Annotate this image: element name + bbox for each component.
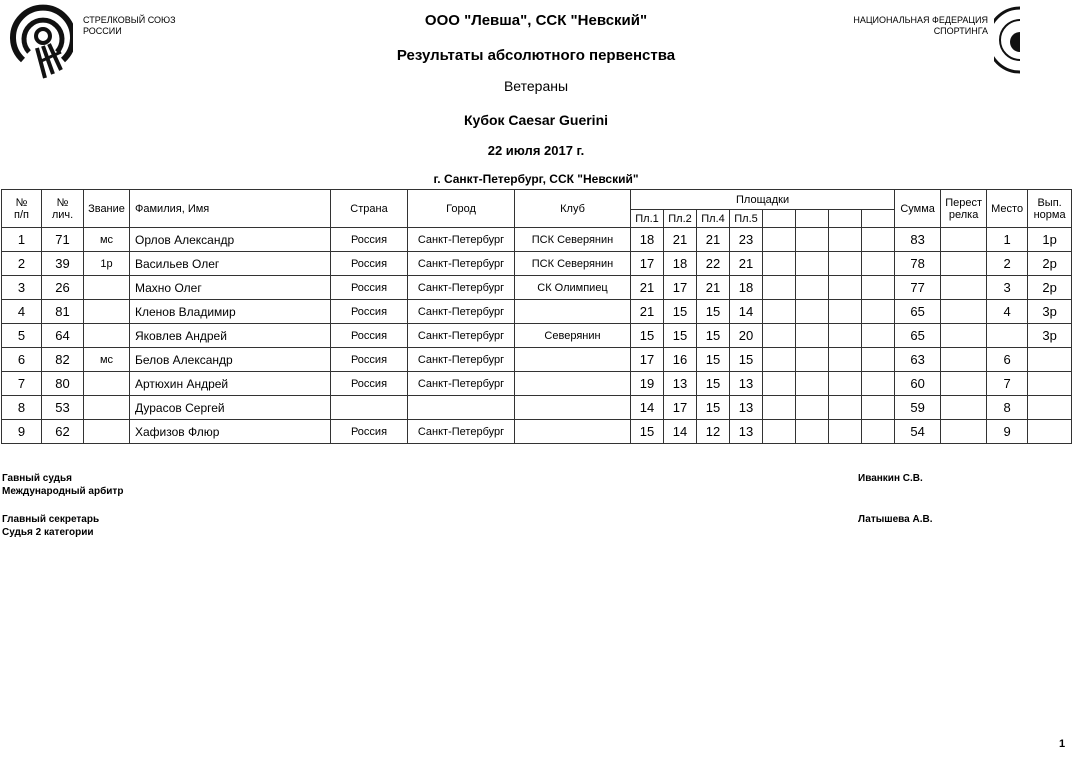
cell-empty [796, 372, 829, 396]
cell-empty [763, 396, 796, 420]
col-header-range-1: Пл.1 [631, 210, 664, 228]
cell-club [515, 300, 631, 324]
table-row [2, 228, 1072, 252]
cell-city: Санкт-Петербург [408, 348, 515, 372]
cell-range-2: 14 [664, 420, 697, 444]
cell-shootoff [941, 420, 987, 444]
cell-norm: 2р [1028, 252, 1072, 276]
cell-range-1: 21 [631, 276, 664, 300]
cell-shootoff [941, 252, 987, 276]
cell-range-2: 13 [664, 372, 697, 396]
cell-country: Россия [331, 420, 408, 444]
col-header-range-4: Пл.4 [697, 210, 730, 228]
cell-num-pp: 3 [2, 276, 42, 300]
table-row [2, 420, 1072, 444]
cell-empty [829, 252, 862, 276]
cell-range-5: 13 [730, 396, 763, 420]
page-title: Результаты абсолютного первенства [396, 47, 676, 64]
cell-range-5: 18 [730, 276, 763, 300]
cell-num-pp: 8 [2, 396, 42, 420]
cell-city [408, 396, 515, 420]
cell-club: СК Олимпиец [515, 276, 631, 300]
cell-num-pp: 4 [2, 300, 42, 324]
cell-range-1: 17 [631, 252, 664, 276]
cell-sum: 83 [895, 228, 941, 252]
cell-rank: мс [84, 228, 130, 252]
cell-shootoff [941, 396, 987, 420]
cell-name: Артюхин Андрей [130, 372, 331, 396]
organizer-title: ООО "Левша", ССК "Невский" [424, 12, 648, 29]
category-label: Ветераны [503, 78, 569, 94]
cell-club [515, 348, 631, 372]
cell-empty [862, 396, 895, 420]
cell-club [515, 396, 631, 420]
cell-range-5: 21 [730, 252, 763, 276]
org-right-line1: НАЦИОНАЛЬНАЯ ФЕДЕРАЦИЯ [853, 15, 988, 25]
cell-range-1: 19 [631, 372, 664, 396]
cell-range-2: 21 [664, 228, 697, 252]
cell-empty [796, 396, 829, 420]
cell-rank: мс [84, 348, 130, 372]
event-date: 22 июля 2017 г. [487, 143, 585, 158]
cell-empty [796, 300, 829, 324]
table-row [2, 324, 1072, 348]
cell-rank [84, 276, 130, 300]
cell-num-lic: 39 [42, 252, 84, 276]
cell-country: Россия [331, 228, 408, 252]
cell-num-pp: 5 [2, 324, 42, 348]
cell-place: 4 [987, 300, 1028, 324]
cell-range-2: 17 [664, 276, 697, 300]
cell-country: Россия [331, 252, 408, 276]
cell-place: 9 [987, 420, 1028, 444]
cell-empty [763, 276, 796, 300]
col-header-rank: Звание [84, 190, 130, 228]
cell-range-4: 15 [697, 348, 730, 372]
cell-name: Дурасов Сергей [130, 396, 331, 420]
cell-rank [84, 300, 130, 324]
cell-range-5: 13 [730, 420, 763, 444]
cell-empty [862, 300, 895, 324]
cell-sum: 65 [895, 324, 941, 348]
cell-empty [862, 252, 895, 276]
signature-block-2 [2, 513, 99, 539]
col-header-empty [862, 210, 895, 228]
cell-num-lic: 80 [42, 372, 84, 396]
cell-range-4: 15 [697, 324, 730, 348]
cell-country: Россия [331, 324, 408, 348]
cell-range-2: 18 [664, 252, 697, 276]
cell-sum: 77 [895, 276, 941, 300]
cell-empty [796, 228, 829, 252]
cell-empty [763, 228, 796, 252]
cell-range-1: 15 [631, 324, 664, 348]
cell-rank: 1р [84, 252, 130, 276]
cell-rank [84, 396, 130, 420]
col-header-place: Место [987, 190, 1028, 228]
col-header-sum: Сумма [895, 190, 941, 228]
cell-empty [862, 228, 895, 252]
table-row [2, 372, 1072, 396]
cell-country: Россия [331, 372, 408, 396]
cell-range-5: 14 [730, 300, 763, 324]
cell-range-2: 17 [664, 396, 697, 420]
cell-city: Санкт-Петербург [408, 276, 515, 300]
col-header-norm: Вып. норма [1028, 190, 1072, 228]
cell-name: Васильев Олег [130, 252, 331, 276]
cell-city: Санкт-Петербург [408, 228, 515, 252]
cell-shootoff [941, 324, 987, 348]
cell-range-5: 13 [730, 372, 763, 396]
cell-country: Россия [331, 300, 408, 324]
cell-country: Россия [331, 348, 408, 372]
cell-num-lic: 81 [42, 300, 84, 324]
cell-range-1: 21 [631, 300, 664, 324]
cell-city: Санкт-Петербург [408, 420, 515, 444]
col-header-ranges-group: Площадки [631, 190, 895, 210]
table-row [2, 396, 1072, 420]
cell-name: Орлов Александр [130, 228, 331, 252]
cell-country: Россия [331, 276, 408, 300]
cell-range-1: 14 [631, 396, 664, 420]
cell-empty [862, 372, 895, 396]
cell-norm [1028, 348, 1072, 372]
cell-place: 3 [987, 276, 1028, 300]
cell-empty [763, 372, 796, 396]
org-left-line2: РОССИИ [83, 26, 122, 36]
cell-num-lic: 62 [42, 420, 84, 444]
cell-city: Санкт-Петербург [408, 372, 515, 396]
cup-title: Кубок Caesar Guerini [463, 112, 609, 128]
cell-range-2: 15 [664, 300, 697, 324]
cell-empty [796, 252, 829, 276]
cell-sum: 65 [895, 300, 941, 324]
cell-range-4: 21 [697, 276, 730, 300]
cell-place [987, 324, 1028, 348]
table-row [2, 276, 1072, 300]
cell-range-4: 15 [697, 372, 730, 396]
cell-norm [1028, 420, 1072, 444]
cell-name: Хафизов Флюр [130, 420, 331, 444]
cell-range-1: 17 [631, 348, 664, 372]
signature-block-1 [2, 472, 123, 498]
table-row [2, 300, 1072, 324]
org-right-line2: СПОРТИНГА [933, 26, 988, 36]
cell-range-4: 15 [697, 300, 730, 324]
signature-role: Судья 2 категории [2, 527, 94, 538]
cell-range-1: 15 [631, 420, 664, 444]
cell-sum: 59 [895, 396, 941, 420]
cell-empty [796, 324, 829, 348]
cell-empty [796, 420, 829, 444]
cell-club [515, 372, 631, 396]
col-header-country: Страна [331, 190, 408, 228]
col-header-range-5: Пл.5 [730, 210, 763, 228]
cell-empty [829, 348, 862, 372]
cell-city: Санкт-Петербург [408, 300, 515, 324]
cell-sum: 54 [895, 420, 941, 444]
signature-name-1: Иванкин С.В. [858, 473, 923, 484]
cell-place: 1 [987, 228, 1028, 252]
cell-num-lic: 82 [42, 348, 84, 372]
cell-sum: 78 [895, 252, 941, 276]
cell-range-5: 23 [730, 228, 763, 252]
cell-name: Махно Олег [130, 276, 331, 300]
cell-num-lic: 53 [42, 396, 84, 420]
cell-range-2: 15 [664, 324, 697, 348]
cell-club: ПСК Северянин [515, 228, 631, 252]
cell-num-pp: 6 [2, 348, 42, 372]
cell-shootoff [941, 372, 987, 396]
cell-range-1: 18 [631, 228, 664, 252]
cell-range-5: 15 [730, 348, 763, 372]
event-location: г. Санкт-Петербург, ССК "Невский" [433, 172, 639, 186]
cell-range-4: 12 [697, 420, 730, 444]
cell-empty [796, 276, 829, 300]
cell-city: Санкт-Петербург [408, 324, 515, 348]
cell-empty [829, 372, 862, 396]
cell-empty [763, 300, 796, 324]
cell-num-pp: 1 [2, 228, 42, 252]
cell-num-pp: 9 [2, 420, 42, 444]
cell-shootoff [941, 276, 987, 300]
cell-empty [862, 348, 895, 372]
results-table [1, 189, 1072, 444]
cell-norm: 1р [1028, 228, 1072, 252]
cell-empty [862, 420, 895, 444]
cell-club: ПСК Северянин [515, 252, 631, 276]
cell-num-lic: 26 [42, 276, 84, 300]
cell-empty [862, 276, 895, 300]
cell-name: Кленов Владимир [130, 300, 331, 324]
cell-shootoff [941, 300, 987, 324]
cell-country [331, 396, 408, 420]
cell-range-4: 15 [697, 396, 730, 420]
cell-empty [829, 228, 862, 252]
cell-city: Санкт-Петербург [408, 252, 515, 276]
signature-role: Гавный судья [2, 473, 72, 484]
cell-empty [796, 348, 829, 372]
cell-num-lic: 64 [42, 324, 84, 348]
cell-empty [763, 324, 796, 348]
col-header-num-lic: № лич. [42, 190, 84, 228]
signature-role: Международный арбитр [2, 486, 124, 497]
cell-empty [829, 396, 862, 420]
cell-empty [829, 300, 862, 324]
cell-rank [84, 372, 130, 396]
col-header-empty [763, 210, 796, 228]
cell-empty [829, 324, 862, 348]
cell-range-4: 22 [697, 252, 730, 276]
cell-empty [829, 420, 862, 444]
cell-norm: 2р [1028, 276, 1072, 300]
cell-norm: 3р [1028, 300, 1072, 324]
cell-club [515, 420, 631, 444]
cell-num-pp: 2 [2, 252, 42, 276]
col-header-range-2: Пл.2 [664, 210, 697, 228]
cell-norm [1028, 372, 1072, 396]
cell-place: 2 [987, 252, 1028, 276]
cell-club: Северянин [515, 324, 631, 348]
col-header-name: Фамилия, Имя [130, 190, 331, 228]
cell-name: Белов Александр [130, 348, 331, 372]
cell-empty [763, 420, 796, 444]
cell-empty [829, 276, 862, 300]
col-header-club: Клуб [515, 190, 631, 228]
cell-empty [862, 324, 895, 348]
col-header-empty [829, 210, 862, 228]
col-header-city: Город [408, 190, 515, 228]
cell-range-5: 20 [730, 324, 763, 348]
table-row [2, 348, 1072, 372]
cell-place: 6 [987, 348, 1028, 372]
cell-sum: 63 [895, 348, 941, 372]
table-row [2, 252, 1072, 276]
cell-norm [1028, 396, 1072, 420]
cell-empty [763, 252, 796, 276]
org-left-line1: СТРЕЛКОВЫЙ СОЮЗ [83, 15, 176, 25]
signature-name-2: Латышева А.В. [858, 514, 933, 525]
cell-norm: 3р [1028, 324, 1072, 348]
cell-num-lic: 71 [42, 228, 84, 252]
col-header-shootoff: Перест релка [941, 190, 987, 228]
col-header-empty [796, 210, 829, 228]
cell-shootoff [941, 348, 987, 372]
cell-shootoff [941, 228, 987, 252]
cell-name: Яковлев Андрей [130, 324, 331, 348]
cell-place: 7 [987, 372, 1028, 396]
cell-range-2: 16 [664, 348, 697, 372]
signature-role: Главный секретарь [2, 514, 100, 525]
cell-empty [763, 348, 796, 372]
cell-num-pp: 7 [2, 372, 42, 396]
cell-place: 8 [987, 396, 1028, 420]
cell-range-4: 21 [697, 228, 730, 252]
page-number: 1 [1059, 738, 1066, 750]
cell-rank [84, 324, 130, 348]
cell-rank [84, 420, 130, 444]
cell-sum: 60 [895, 372, 941, 396]
col-header-num-pp: № п/п [2, 190, 42, 228]
